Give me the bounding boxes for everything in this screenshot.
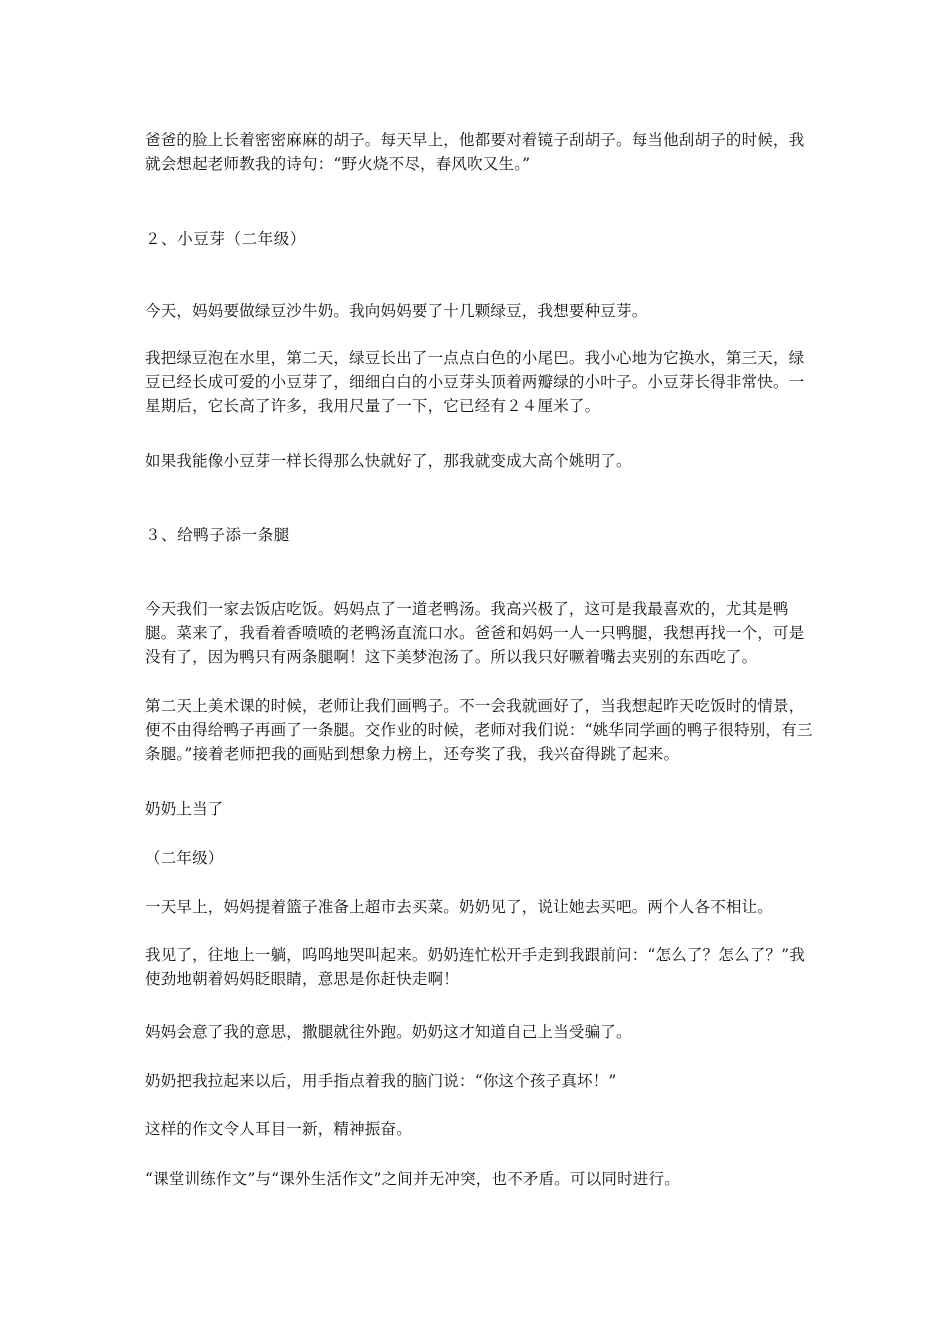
paragraph-art-class: 第二天上美术课的时候，老师让我们画鸭子。不一会我就画好了，当我想起昨天吃饭时的情景，便不由得给鸭子再画了一条腿。交作业的时候，老师对我们说：“姚华同学画的鸭子很特别，有三条腿。”接着老师把我的画贴到想象力榜上，还夸奖了我，我兴奋得跳了起来。 bbox=[145, 697, 813, 763]
heading-bean-sprout: ２、小豆芽（二年级） bbox=[145, 230, 307, 248]
paragraph-comment: 这样的作文令人耳目一新，精神振奋。 bbox=[145, 1120, 412, 1138]
paragraph-grandma-scolds: 奶奶把我拉起来以后，用手指点着我的脑门说：“你这个孩子真坏！” bbox=[145, 1072, 617, 1090]
paragraph-mom-runs: 妈妈会意了我的意思，撒腿就往外跑。奶奶这才知道自己上当受骗了。 bbox=[145, 1023, 632, 1041]
paragraph-yao-ming: 如果我能像小豆芽一样长得那么快就好了，那我就变成大高个姚明了。 bbox=[145, 452, 632, 470]
paragraph-sprout-growth: 我把绿豆泡在水里，第二天，绿豆长出了一点点白色的小尾巴。我小心地为它换水，第三天，绿豆已经长成可爱的小豆芽了，细细白白的小豆芽头顶着两瓣绿的小叶子。小豆芽长得非常快。一星期后，它长高了许多，我用尺量了一下，它已经有２４厘米了。 bbox=[145, 349, 805, 415]
heading-duck-leg: ３、给鸭子添一条腿 bbox=[145, 526, 290, 544]
paragraph-morning-shopping: 一天早上，妈妈提着篮子准备上超市去买菜。奶奶见了，说让她去买吧。两个人各不相让。 bbox=[145, 898, 774, 916]
paragraph-restaurant: 今天我们一家去饭店吃饭。妈妈点了一道老鸭汤。我高兴极了，这可是我最喜欢的，尤其是鸭腿。菜来了，我看着香喷喷的老鸭汤直流口水。爸爸和妈妈一人一只鸭腿，我想再找一个，可是没有了，因为鸭只有两条腿啊！这下美梦泡汤了。所以我只好噘着嘴去夹别的东西吃了。 bbox=[145, 600, 805, 666]
heading-grandma-fooled: 奶奶上当了 bbox=[145, 800, 224, 818]
paragraph-mung-bean-milk: 今天，妈妈要做绿豆沙牛奶。我向妈妈要了十几颗绿豆，我想要种豆芽。 bbox=[145, 302, 648, 320]
paragraph-conclusion: “课堂训练作文”与“课外生活作文”之间并无冲突，也不矛盾。可以同时进行。 bbox=[145, 1170, 680, 1188]
grade-label: （二年级） bbox=[145, 849, 224, 867]
paragraph-father-beard: 爸爸的脸上长着密密麻麻的胡子。每天早上，他都要对着镜子刮胡子。每当他刮胡子的时候，我就会想起老师教我的诗句：“野火烧不尽，春风吹又生。” bbox=[145, 131, 805, 173]
paragraph-crying: 我见了，往地上一躺，呜呜地哭叫起来。奶奶连忙松开手走到我跟前问：“怎么了？怎么了？”我使劲地朝着妈妈眨眼睛，意思是你赶快走啊！ bbox=[145, 946, 805, 988]
